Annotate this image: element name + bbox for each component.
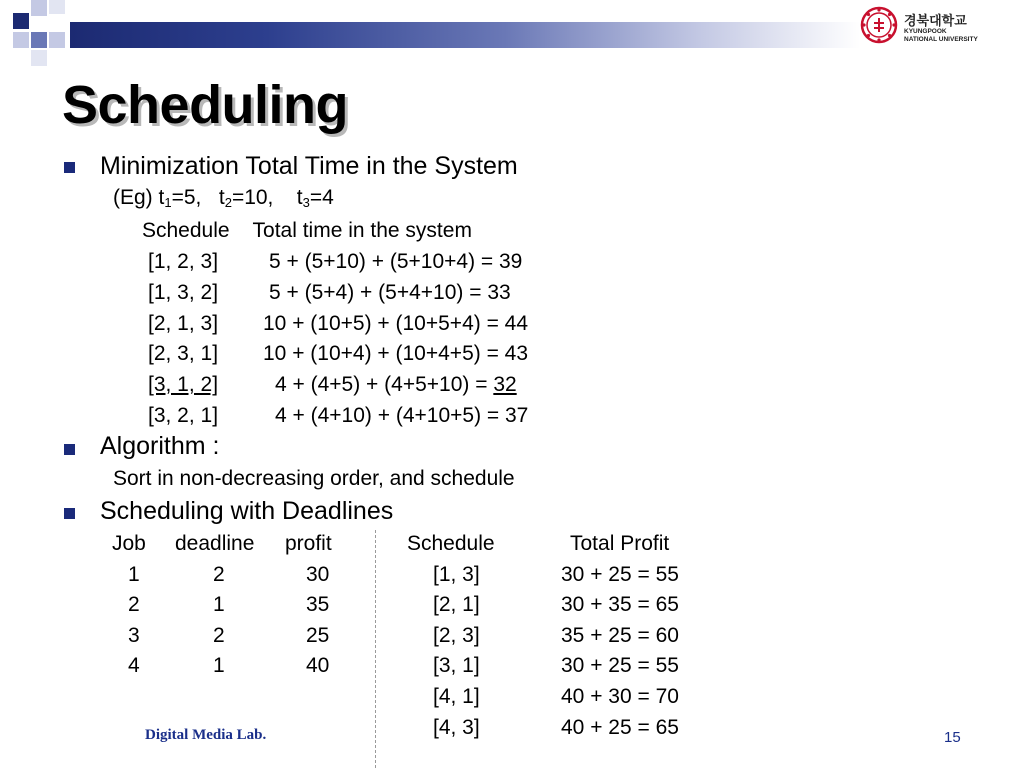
profit-cell: 40 [306,654,330,677]
bullet-heading: Algorithm : [100,432,220,460]
total-profit-cell: 35 + 25 = 60 [561,624,679,647]
schedule-order: [2, 1, 3] [148,312,219,335]
deadline-cell: 2 [213,563,225,586]
jobs-header-job: Job [112,532,146,555]
table-divider [375,530,376,768]
schedule-expression: 4 + (4+10) + (4+10+5) = 37 [275,404,529,427]
logo-english-line2: NATIONAL UNIVERSITY [904,36,978,43]
example-line [113,186,334,210]
decor-square [13,13,29,29]
university-logo [856,4,986,48]
schedule-order: [3, 2, 1] [148,404,219,427]
bullet-square-icon [64,508,75,519]
deadline-cell: 1 [213,654,225,677]
schedule-header: Schedule Total time in the system [142,219,472,242]
bullet-square-icon [64,162,75,173]
jobs-header-profit: profit [285,532,332,555]
schedules-header-profit: Total Profit [570,532,670,555]
t3-subscript: 3 [302,195,310,210]
job-cell: 3 [128,624,140,647]
total-profit-cell: 30 + 25 = 55 [561,654,679,677]
schedule-cell: [1, 3] [433,563,480,586]
example-prefix: (Eg) t [113,186,165,209]
t1-value: =5, t [171,186,225,209]
schedule-cell: [2, 3] [433,624,480,647]
slide-title: Scheduling [62,75,349,135]
total-profit-cell: 40 + 30 = 70 [561,685,679,708]
decor-square [31,50,47,66]
deadline-cell: 1 [213,593,225,616]
bullet-square-icon [64,444,75,455]
decor-square [49,14,65,30]
t2-value: =10, t [231,186,303,209]
schedule-cell: [4, 3] [433,716,480,739]
bullet-heading: Scheduling with Deadlines [100,497,394,525]
bullet-heading: Minimization Total Time in the System [100,152,518,180]
logo-english-line1: KYUNGPOOK [904,28,947,35]
schedule-expression: 10 + (10+5) + (10+5+4) = 44 [263,312,529,335]
schedule-order-optimal: [3, 1, 2] [148,373,219,396]
algorithm-text: Sort in non-decreasing order, and schedule [113,467,515,490]
deadline-cell: 2 [213,624,225,647]
schedule-cell: [3, 1] [433,654,480,677]
schedule-order: [1, 2, 3] [148,250,219,273]
profit-cell: 25 [306,624,330,647]
decor-square [49,32,65,48]
schedule-expression: 5 + (5+10) + (5+10+4) = 39 [269,250,523,273]
schedule-expression: 10 + (10+4) + (10+4+5) = 43 [263,342,529,365]
job-cell: 2 [128,593,140,616]
total-profit-cell: 30 + 25 = 55 [561,563,679,586]
expression-prefix: 4 + (4+5) + (4+5+10) = [275,373,494,396]
schedule-order: [2, 3, 1] [148,342,219,365]
university-seal-icon [860,6,898,44]
decor-square [31,0,47,16]
schedule-order: [1, 3, 2] [148,281,219,304]
decor-square [13,32,29,48]
footer-lab-name: Digital Media Lab. [145,727,267,743]
job-cell: 1 [128,563,140,586]
total-profit-cell: 40 + 25 = 65 [561,716,679,739]
decor-square [31,32,47,48]
total-profit-cell: 30 + 35 = 65 [561,593,679,616]
header-gradient-bar [70,22,860,48]
profit-cell: 30 [306,563,330,586]
optimal-result: 32 [493,373,517,396]
t2-subscript: 2 [224,195,232,210]
page-number: 15 [944,729,961,746]
schedule-expression: 5 + (5+4) + (5+4+10) = 33 [269,281,511,304]
t3-value: =4 [309,186,334,209]
logo-korean-text: 경북대학교 [904,14,967,29]
schedule-cell: [4, 1] [433,685,480,708]
profit-cell: 35 [306,593,330,616]
job-cell: 4 [128,654,140,677]
schedule-cell: [2, 1] [433,593,480,616]
schedules-header-schedule: Schedule [407,532,495,555]
jobs-header-deadline: deadline [175,532,255,555]
schedule-expression-optimal [275,373,517,397]
t1-subscript: 1 [164,195,172,210]
